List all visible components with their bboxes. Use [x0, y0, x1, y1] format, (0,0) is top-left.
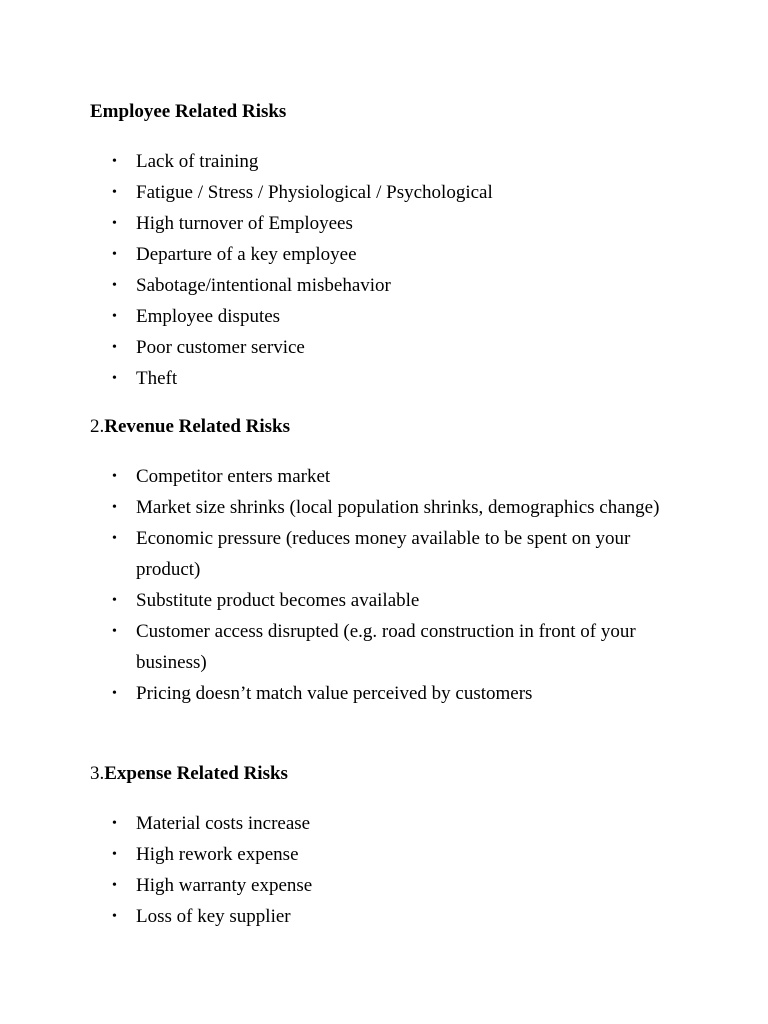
list-item-text: High turnover of Employees — [136, 213, 353, 234]
list-item — [0, 839, 768, 870]
employee-risk-list — [0, 146, 768, 394]
bullet-icon: • — [112, 185, 117, 200]
list-item — [0, 332, 768, 363]
list-item-text: Economic pressure (reduces money available to be spent on your product) — [136, 528, 631, 580]
list-item — [0, 208, 768, 239]
bullet-icon: • — [112, 624, 117, 639]
list-item — [0, 678, 768, 709]
bullet-icon: • — [112, 531, 117, 546]
list-item-text: High rework expense — [136, 844, 299, 865]
bullet-icon: • — [112, 216, 117, 231]
bullet-icon: • — [112, 469, 117, 484]
list-item — [0, 270, 768, 301]
list-item-text: Pricing doesn’t match value perceived by customers — [136, 683, 533, 704]
list-item-text: Market size shrinks (local population shrinks, demographics change) — [136, 497, 660, 518]
list-item — [0, 363, 768, 394]
bullet-icon: • — [112, 309, 117, 324]
list-item — [0, 146, 768, 177]
list-item-text: Material costs increase — [136, 813, 311, 834]
list-item — [0, 616, 768, 678]
list-item-text: Employee disputes — [136, 306, 281, 327]
list-item-text: Fatigue / Stress / Physiological / Psychological — [136, 182, 493, 203]
section-number: 3. — [90, 763, 105, 784]
list-item-text: Theft — [136, 368, 178, 389]
section-heading-revenue — [90, 415, 290, 439]
list-item — [0, 808, 768, 839]
list-item — [0, 239, 768, 270]
section-title: Expense Related Risks — [104, 763, 288, 784]
list-item-text: Loss of key supplier — [136, 906, 291, 927]
list-item — [0, 177, 768, 208]
bullet-icon: • — [112, 154, 117, 169]
list-item-text: Customer access disrupted (e.g. road construction in front of your business) — [136, 621, 636, 673]
list-item — [0, 901, 768, 932]
section-title: Employee Related Risks — [90, 101, 287, 122]
bullet-icon: • — [112, 371, 117, 386]
list-item — [0, 461, 768, 492]
list-item — [0, 870, 768, 901]
list-item-text: High warranty expense — [136, 875, 313, 896]
section-number: 2. — [90, 416, 105, 437]
list-item — [0, 301, 768, 332]
list-item — [0, 523, 768, 585]
section-heading-expense — [90, 762, 288, 786]
bullet-icon: • — [112, 847, 117, 862]
list-item-text: Competitor enters market — [136, 466, 331, 487]
revenue-risk-list — [0, 461, 768, 709]
list-item-text: Departure of a key employee — [136, 244, 357, 265]
bullet-icon: • — [112, 278, 117, 293]
bullet-icon: • — [112, 247, 117, 262]
bullet-icon: • — [112, 816, 117, 831]
list-item-text: Sabotage/intentional misbehavior — [136, 275, 391, 296]
bullet-icon: • — [112, 686, 117, 701]
bullet-icon: • — [112, 593, 117, 608]
bullet-icon: • — [112, 878, 117, 893]
list-item — [0, 492, 768, 523]
expense-risk-list — [0, 808, 768, 932]
list-item-text: Substitute product becomes available — [136, 590, 420, 611]
list-item-text: Lack of training — [136, 151, 259, 172]
bullet-icon: • — [112, 909, 117, 924]
list-item-text: Poor customer service — [136, 337, 305, 358]
section-heading-employee — [90, 100, 286, 124]
section-title: Revenue Related Risks — [104, 416, 291, 437]
bullet-icon: • — [112, 340, 117, 355]
bullet-icon: • — [112, 500, 117, 515]
list-item — [0, 585, 768, 616]
